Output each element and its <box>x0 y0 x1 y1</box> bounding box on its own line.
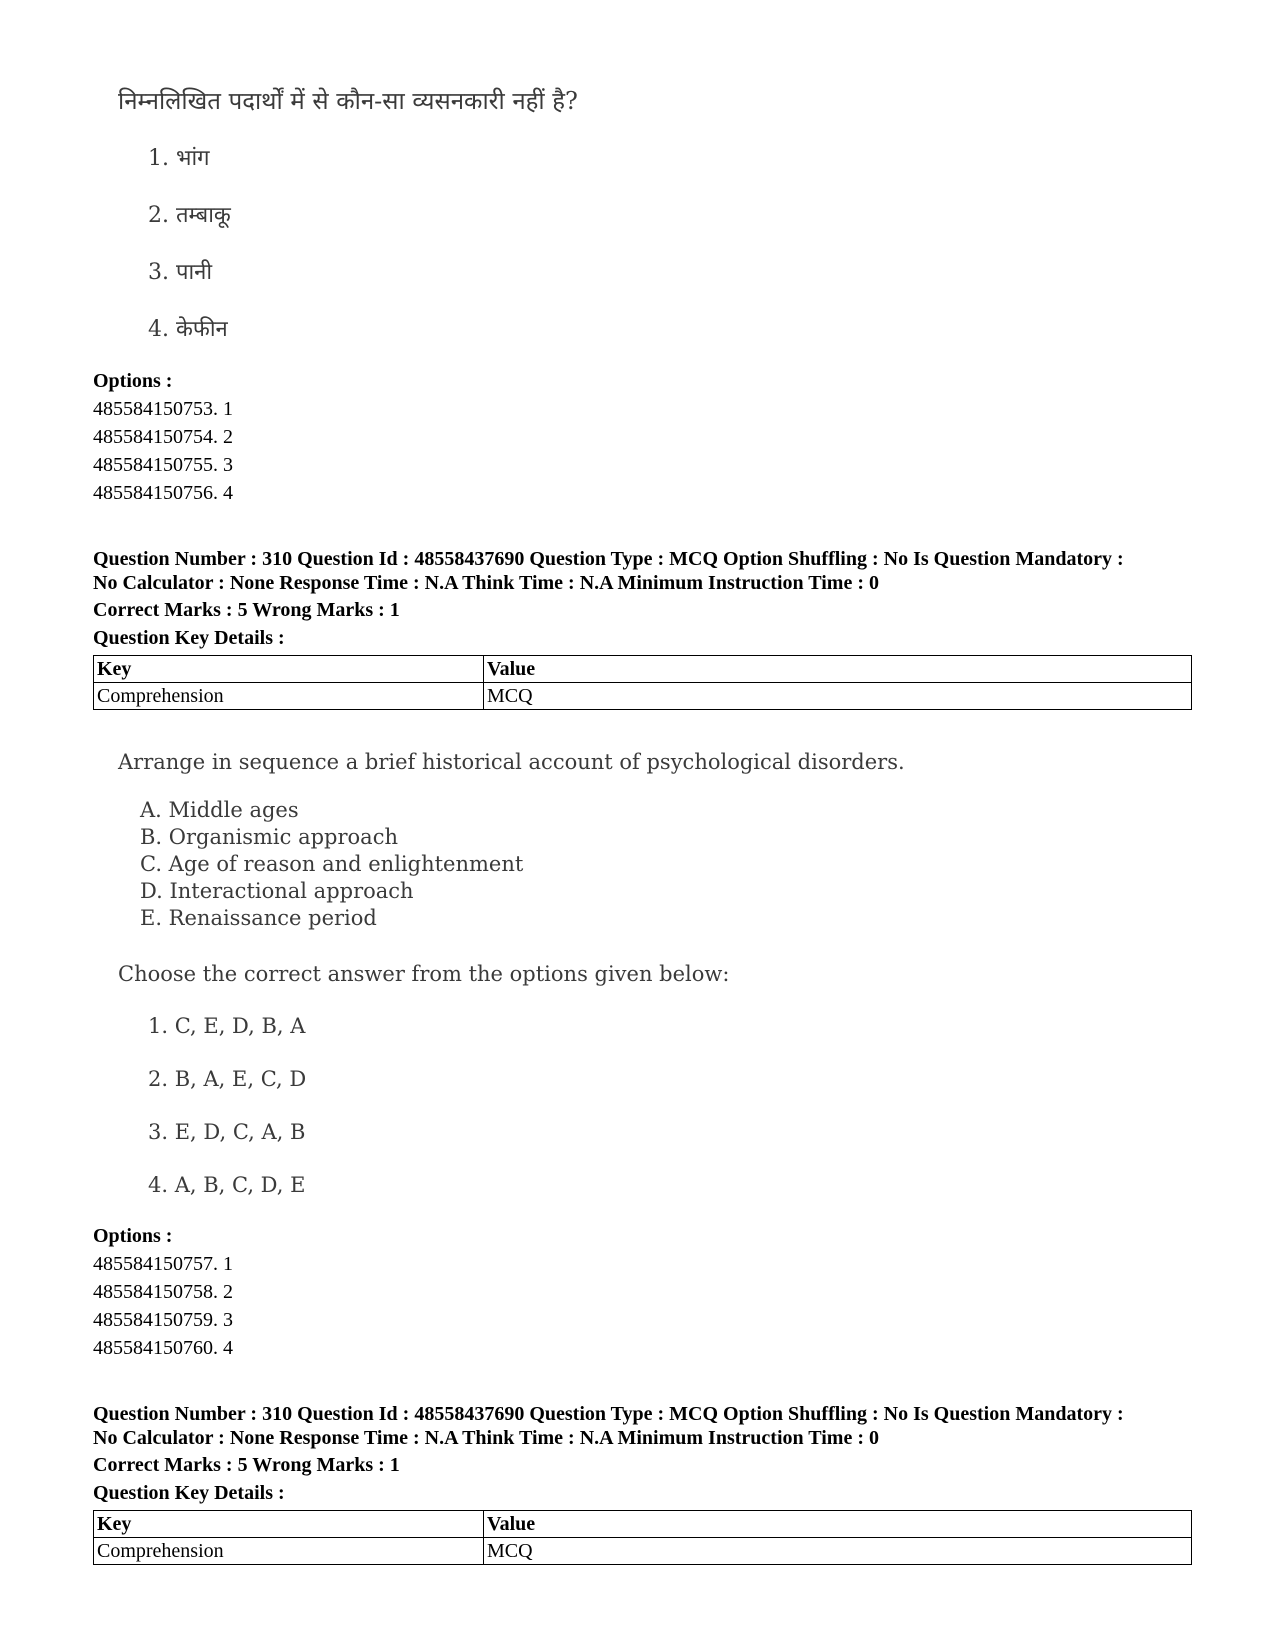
key-details-table <box>93 1510 1192 1565</box>
answer-choice: 3. पानी <box>148 260 213 285</box>
question-stem: निम्नलिखित पदार्थों में से कौन-सा व्यसनकारी नहीं है? <box>118 87 578 115</box>
answer-choice: 2. तम्बाकू <box>148 203 231 228</box>
option-line: 485584150754. 2 <box>93 426 233 448</box>
table-cell-key: Comprehension <box>94 1538 484 1565</box>
key-details-table <box>93 655 1192 710</box>
answer-choice: 1. भांग <box>148 146 210 171</box>
options-label: Options : <box>93 370 173 392</box>
option-line: 485584150753. 1 <box>93 398 233 420</box>
option-line: 485584150760. 4 <box>93 1337 233 1359</box>
table-header-key: Key <box>94 656 484 683</box>
sequence-item: C. Age of reason and enlightenment <box>140 852 524 876</box>
question-meta-line: Question Number : 310 Question Id : 48558437690 Question Type : MCQ Option Shuffling : No Is Question Mandatory : <box>93 548 1124 570</box>
question-meta-line: No Calculator : None Response Time : N.A Think Time : N.A Minimum Instruction Time : 0 <box>93 1427 879 1449</box>
table-header-value: Value <box>484 656 1192 683</box>
key-details-label: Question Key Details : <box>93 1482 285 1504</box>
answer-choice: 4. केफीन <box>148 317 228 342</box>
option-line: 485584150757. 1 <box>93 1253 233 1275</box>
question-marks: Correct Marks : 5 Wrong Marks : 1 <box>93 1454 400 1476</box>
sequence-item: D. Interactional approach <box>140 879 414 903</box>
sequence-item: E. Renaissance period <box>140 906 377 930</box>
table-row <box>94 1538 1192 1565</box>
table-header-row <box>94 656 1192 683</box>
question-meta-line: No Calculator : None Response Time : N.A Think Time : N.A Minimum Instruction Time : 0 <box>93 572 879 594</box>
table-cell-key: Comprehension <box>94 683 484 710</box>
answer-choice: 3. E, D, C, A, B <box>148 1120 306 1144</box>
question-marks: Correct Marks : 5 Wrong Marks : 1 <box>93 599 400 621</box>
table-header-key: Key <box>94 1511 484 1538</box>
table-header-row <box>94 1511 1192 1538</box>
sequence-item: A. Middle ages <box>140 798 299 822</box>
option-line: 485584150759. 3 <box>93 1309 233 1331</box>
option-line: 485584150756. 4 <box>93 482 233 504</box>
sequence-item: B. Organismic approach <box>140 825 398 849</box>
question-meta-line: Question Number : 310 Question Id : 48558437690 Question Type : MCQ Option Shuffling : No Is Question Mandatory : <box>93 1403 1124 1425</box>
answer-choice: 2. B, A, E, C, D <box>148 1067 307 1091</box>
option-line: 485584150758. 2 <box>93 1281 233 1303</box>
table-row <box>94 683 1192 710</box>
instruction-text: Choose the correct answer from the options given below: <box>118 962 730 986</box>
options-label: Options : <box>93 1225 173 1247</box>
table-cell-value: MCQ <box>484 683 1192 710</box>
key-details-label: Question Key Details : <box>93 627 285 649</box>
answer-choice: 4. A, B, C, D, E <box>148 1173 306 1197</box>
option-line: 485584150755. 3 <box>93 454 233 476</box>
answer-choice: 1. C, E, D, B, A <box>148 1014 306 1038</box>
table-header-value: Value <box>484 1511 1192 1538</box>
question-stem: Arrange in sequence a brief historical account of psychological disorders. <box>118 750 905 774</box>
table-cell-value: MCQ <box>484 1538 1192 1565</box>
